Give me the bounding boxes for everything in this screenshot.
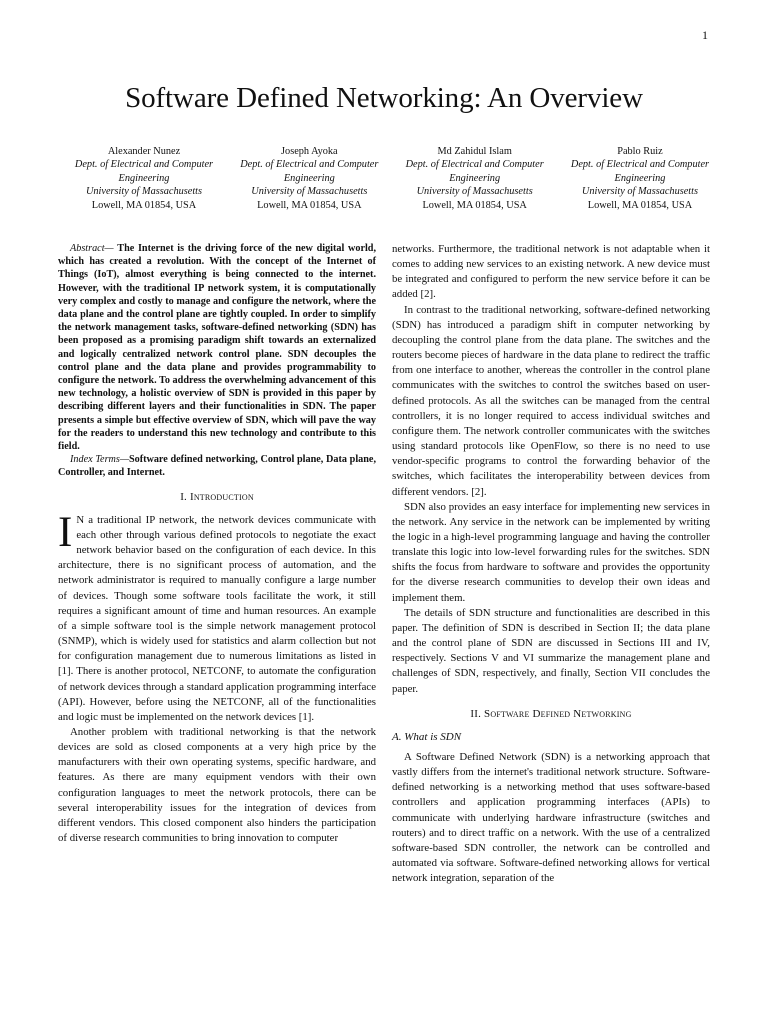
intro-continuation: networks. Furthermore, the traditional network is not adaptable when it comes to adding new services to an existing network. A new device must be integrated and configured to perform the new service before it can be added [2]. [392,243,710,301]
author-location: Lowell, MA 01854, USA [587,199,693,211]
author-name: Md Zahidul Islam [437,146,512,157]
author-location: Lowell, MA 01854, USA [91,199,197,211]
author-dept: Dept. of Electrical and Computer Engineering [240,159,379,184]
section-title: Software Defined Networking [484,707,632,720]
index-terms-label: Index Terms— [70,454,129,466]
author-name: Alexander Nunez [107,146,181,157]
author-location: Lowell, MA 01854, USA [422,199,527,211]
author-univ: University of Massachusetts [581,186,699,198]
paper-title: Software Defined Networking: An Overview [125,82,643,114]
page-number: 1 [702,28,708,42]
author-block [62,145,722,212]
drop-cap: I [58,508,73,556]
author-dept: Dept. of Electrical and Computer Engineering [74,159,214,184]
index-terms-text: Software defined networking, Control plane, Data plane, Controller, and Internet. [58,454,376,479]
sdn-paragraph-1: A Software Defined Network (SDN) is a networking approach that vastly differs from the internet's traditional network structure. Software-defined networking is a networking method that uses software-based controllers and application programming interfaces (APIs) to communicate with underlying hardware infrastructure (switches and routers) and to direct traffic on a network. With the use of a centralized software-based SDN controller, the network can be controlled and automated via software. Software-defined networking allows for vertical network integration, separation of the [392,751,710,885]
subsection-heading-what-is-sdn: A. What is SDN [392,730,462,743]
right-column [392,242,710,886]
author-univ: University of Massachusetts [416,186,533,198]
abstract-text: The Internet is the driving force of the new digital world, which has created a revolution. With the concept of the Internet of Things (IoT), almost everything is being connected to the internet. However, with the traditional IP network system, it is computationally very complex and costly to manage and configure the network, where the data plane and the control plane are tightly coupled. In order to simplify the network management tasks, software-defined networking (SDN) has been proposed as a promising paradigm shift towards an externalized and logically centralized network control plane. SDN decouples the control plane and the data plane and provides programmability to configure the network. To address the overwhelming advancement of this new technology, a holistic overview of SDN is provided in this paper by describing different layers and their functionalities in SDN. The paper presents a simple but effective overview of SDN, which will pave the way for the readers to understand this new technology and contribute to this field. [58,243,377,453]
author-name: Pablo Ruiz [617,146,663,157]
section-number: II. [470,707,482,720]
section-heading-sdn [392,707,710,722]
author-card [227,145,391,212]
author-name: Joseph Ayoka [281,146,338,157]
index-terms [58,453,376,479]
author-dept: Dept. of Electrical and Computer Engineering [570,159,710,184]
abstract [58,242,376,453]
intro-paragraph-1 [58,508,376,725]
author-univ: University of Massachusetts [251,186,368,198]
author-card [558,145,722,212]
section-number: I. [180,490,188,503]
author-card [62,145,226,212]
intro-paragraph-5: The details of SDN structure and functionalities are described in this paper. The definition of SDN is described in Section II; the data plane and the control plane of SDN are discussed in Sections III and IV, respectively. Sections V and VI summarize the management plane and challenges of SDN, respectively, and finally, Section VII concludes the paper. [392,606,710,695]
author-dept: Dept. of Electrical and Computer Engineering [405,159,544,184]
author-univ: University of Massachusetts [85,186,203,198]
intro-paragraph-1-text: N a traditional IP network, the network devices communicate with each other through various defined protocols to negotiate the exact network behavior based on the configuration of each device. In this architecture, there is no significant process of automation, and the network administrator is required to manually configure a large number of devices. Though some software tools facilitate the work, it still requires a significant amount of time and human resources. An example of a simple software tool is the simple network management protocol (SNMP), which is widely used for statistics and alarm collection but not for configuration management due to numerous limitations as listed in [1]. There is another protocol, NETCONF, to automate the configuration of network devices through a standard application programming interface (API). However, before using the NETCONF, all of the functionalities and logic must be implemented on the network devices [1]. [58,513,376,723]
author-card [393,145,557,212]
section-heading-introduction [58,490,376,505]
left-column [58,242,376,846]
intro-paragraph-4: SDN also provides an easy interface for implementing new services in the network. Any service in the network can be implemented by writing the logic in a high-level programming language and having the controller translate this logic into low-level forwarding rules for the switches. SDN shifts the focus from hardware to software and provides the opportunity for the diverse research communities to develop their own ideas and implement them. [392,500,710,604]
author-location: Lowell, MA 01854, USA [257,199,362,211]
abstract-label: Abstract— [70,243,114,254]
intro-paragraph-2: Another problem with traditional networking is that the network devices are sold as closed components at a very high price by the manufacturers with their own operating systems, specific hardware, and features. As there are many equipment vendors with their own configuration languages to meet the network protocols, there can be several interoperability issues for the integration of devices from different vendors. This closed component also hinders the participation of diverse research communities to bring innovation to computer [58,726,376,845]
intro-paragraph-3: In contrast to the traditional networking, software-defined networking (SDN) has introduced a paradigm shift in computer networking by decoupling the control plane from the data plane. The switches and the routers become pieces of hardware in the data plane to redirect the traffic from one interface to another, whereas the controller in the control plane communicates with the switches to control the switches based on user-defined protocols. As all the switches can be managed from the central controllers, it is no longer required to access individual switches and configure them. The network controller communicates with the switches using standard protocols like OpenFlow, so there is no need to use vendor-specific programs to control the forwarding behavior of the switches, which facilitates the interoperability between devices from different vendors. [2]. [392,303,710,498]
section-title: Introduction [189,490,254,503]
